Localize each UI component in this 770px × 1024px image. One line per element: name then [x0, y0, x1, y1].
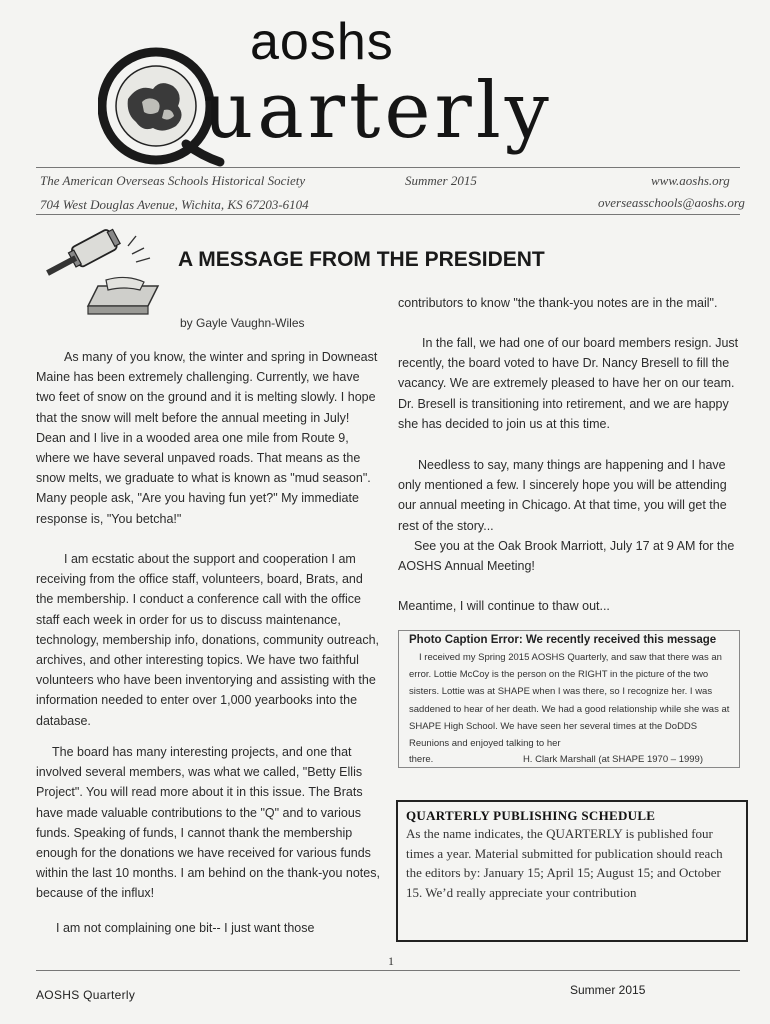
footer-publication: AOSHS Quarterly: [36, 988, 136, 1002]
caption-error-last-word: there.: [409, 754, 434, 766]
masthead-brand: aoshs: [250, 13, 394, 71]
email-link[interactable]: overseasschools@aoshs.org: [598, 195, 745, 210]
caption-error-body: I received my Spring 2015 AOSHS Quarterly, and saw that there was an error. Lottie McCoy is the person on the RIGHT in the picture of the two sisters. Lottie was at SHAPE when I was there, so I recognize her. I was saddened to hear of her death. We had a good relationship while she was at SHAPE High School. We have seen her several times at the DoDDS Reunions and enjoyed talking to her: [409, 652, 730, 750]
footer-issue: Summer 2015: [570, 983, 646, 997]
org-name: The American Overseas Schools Historical Society: [40, 173, 306, 188]
footer-rule: [36, 970, 740, 971]
caption-error-box: [398, 630, 740, 768]
masthead-title: uarterly: [203, 66, 553, 156]
article-headline: A MESSAGE FROM THE PRESIDENT: [178, 248, 545, 271]
publishing-schedule-title: QUARTERLY PUBLISHING SCHEDULE: [406, 808, 656, 823]
right-paragraph-1: contributors to know "the thank-you notes are in the mail".: [398, 296, 718, 310]
right-paragraph-4: See you at the Oak Brook Marriott, July 17 at 9 AM for the AOSHS Annual Meeting!: [398, 539, 735, 574]
right-paragraph-2: In the fall, we had one of our board members resign. Just recently, the board voted to have Dr. Nancy Bresell to fill the vacancy. We are extremely pleased to have her on our team. Dr. Bresell is transitioning into retirement, and we are happy she has decided to join us at this time.: [398, 336, 739, 431]
header-rule-bottom: [36, 214, 740, 215]
left-paragraph-3: The board has many interesting projects, and one that involved several members, was what we called, "Betty Ellis Project". You will read more about it in this issue. The Brats have made valuable contributions to the "Q" and to various funds. Speaking of funds, I cannot thank the membership enough for the donations we have received for various funds within the last 10 months. I am behind on the thank-you notes, because of the influx!: [36, 745, 380, 901]
left-paragraph-4: I am not complaining one bit-- I just want those: [56, 921, 315, 935]
article-byline: by Gayle Vaughn-Wiles: [180, 316, 305, 330]
header-rule-top: [36, 167, 740, 168]
publishing-schedule-box: [396, 800, 748, 942]
caption-error-signoff: [409, 752, 731, 768]
left-paragraph-2: I am ecstatic about the support and cooperation I am receiving from the office staff, volunteers, board, Brats, and the membership. I conduct a conference call with the office staff each week in order for us to discuss maintenance, technology, membership info, donations, community outreach, archives, and other interesting topics. We have two faithful volunteers who have been inventorying and assisting with the information needed to enter over 1,000 yearbooks into the database.: [36, 552, 380, 728]
right-paragraph-5: Meantime, I will continue to thaw out...: [398, 599, 610, 613]
website-link[interactable]: www.aoshs.org: [651, 173, 730, 188]
left-paragraph-1: As many of you know, the winter and spring in Downeast Maine has been extremely challenging. Currently, we have two feet of snow on the ground and it is melting slowly. I hope that the snow will melt before the annual meeting in July! Dean and I live in a wooded area one mile from Route 9, where we have several unpaved roads. That means as the snow melts, we graduate to what is known as "mud season". Many people ask, "Are you having fun yet?" My immediate response is, "You betcha!": [36, 350, 378, 526]
right-paragraph-3: Needless to say, many things are happening and I have only mentioned a few. I sincerely hope you will be attending our annual meeting in Chicago. At that time, you will get the rest of the story...: [398, 458, 727, 533]
page-number: 1: [388, 954, 394, 968]
caption-error-title: Photo Caption Error: We recently received this message: [409, 634, 717, 646]
gavel-icon: [40, 228, 170, 318]
publishing-schedule-body: As the name indicates, the QUARTERLY is published four times a year. Material submitted for publication should reach the editors by: January 15; April 15; August 15; and October 15. We’d really appreciate your contribution: [406, 826, 723, 900]
issue-label: Summer 2015: [405, 173, 477, 188]
caption-error-signature: H. Clark Marshall (at SHAPE 1970 – 1999): [522, 754, 703, 766]
org-address: 704 West Douglas Avenue, Wichita, KS 67203-6104: [40, 197, 309, 212]
